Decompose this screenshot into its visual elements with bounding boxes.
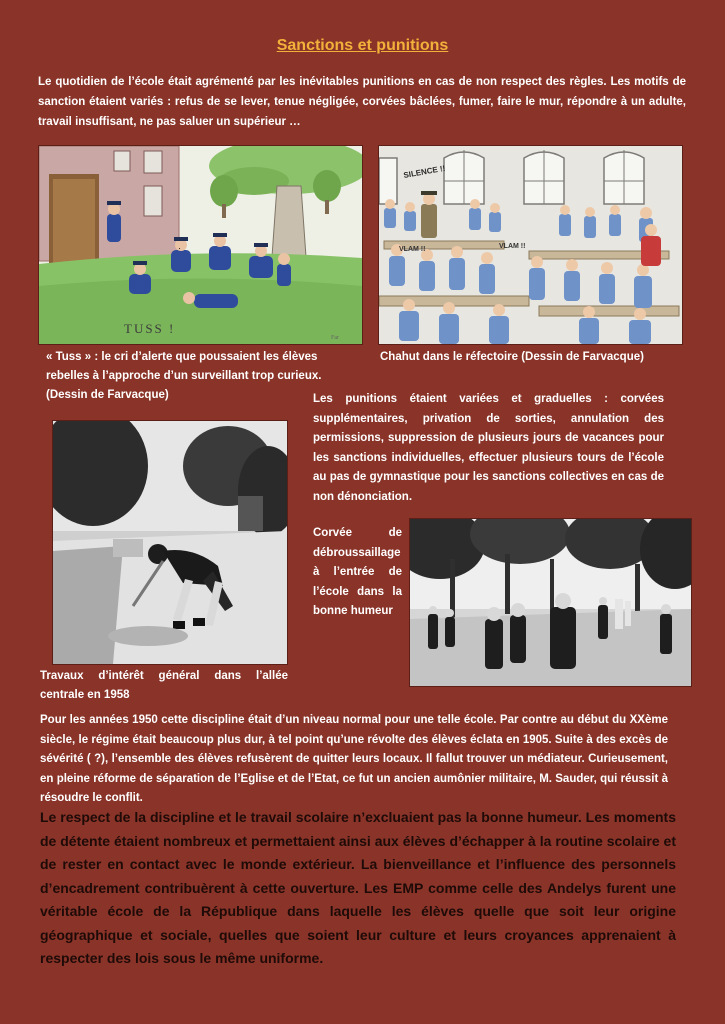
svg-text:SILENCE !!: SILENCE !! bbox=[402, 163, 446, 180]
annees-1950-paragraph: Pour les années 1950 cette discipline était d’un niveau normal pour une telle école. Par contre au début du XXème siècle, le régime était beaucoup plus dur, à tel point qu’une révolte des élèves éclata en 1905. Suite à des excès de sévérité ( ?), l’ensemble des élèves refusèrent de quitter leurs locaux. Il fallut trouver un médiateur. Curieusement, en pleine réforme de séparation de l’Eglise et de l’Etat, ce fut un ancien aumônier militaire, M. Sauder, qui réussit à résoudre le conflit. bbox=[40, 714, 668, 804]
svg-text:TUSS !: TUSS ! bbox=[124, 321, 176, 336]
travaux-photo bbox=[52, 420, 288, 665]
corvee-photo bbox=[409, 518, 692, 687]
svg-text:Far: Far bbox=[331, 335, 339, 341]
caption-travaux: Travaux d’intérêt général dans l’allée centrale en 1958 bbox=[40, 670, 288, 701]
intro-paragraph: Le quotidien de l’école était agrémenté par les inévitables punitions en cas de non respect des règles. Les motifs de sanction étaient variés : refus de se lever, tenue négligée, corvées bâclées, fumer, faire le mur, répondre à un adulte, travail insuffisant, ne pas saluer un supérieur … bbox=[38, 76, 686, 128]
caption-tuss: « Tuss » : le cri d’alerte que poussaient les élèves rebelles à l’approche d’un surveillant trop curieux. (Dessin de Farvacque) bbox=[46, 351, 322, 401]
punitions-paragraph: Les punitions étaient variées et graduelles : corvées supplémentaires, privation de sorties, annulation des permissions, suppression de plusieurs jours de vacances pour les sanctions individuelles, effectuer plusieurs tours de l’école au pas de gymnastique pour les sanctions collectives en cas de non dénonciation. bbox=[313, 393, 664, 503]
chahut-drawing-image bbox=[378, 145, 683, 345]
page-title: Sanctions et punitions bbox=[276, 37, 449, 54]
svg-text:VLAM !!: VLAM !! bbox=[499, 243, 526, 250]
caption-corvee: Corvée de débroussaillage à l’entrée de l’école dans la bonne humeur bbox=[313, 527, 402, 617]
conclusion-paragraph: Le respect de la discipline et le travail scolaire n’excluaient pas la bonne humeur. Les moments de détente étaient nombreux et permettaient ainsi aux élèves d’échapper à la routine scolaire et de rester en contact avec le monde extérieur. La bienveillance et l’influence des personnels d’encadrement contribuèrent à cette ouverture. Les EMP comme celle des Andelys furent une véritable école de la République dans laquelle les élèves quelle que soit leur origine géographique et sociale, quelles que soient leur culture et leurs croyances apprenaient à respecter des lois sous le même uniforme. bbox=[40, 809, 676, 966]
tuss-drawing-image bbox=[38, 145, 363, 345]
svg-text:VLAM !!: VLAM !! bbox=[399, 246, 426, 253]
caption-chahut: Chahut dans le réfectoire (Dessin de Farvacque) bbox=[380, 351, 644, 363]
